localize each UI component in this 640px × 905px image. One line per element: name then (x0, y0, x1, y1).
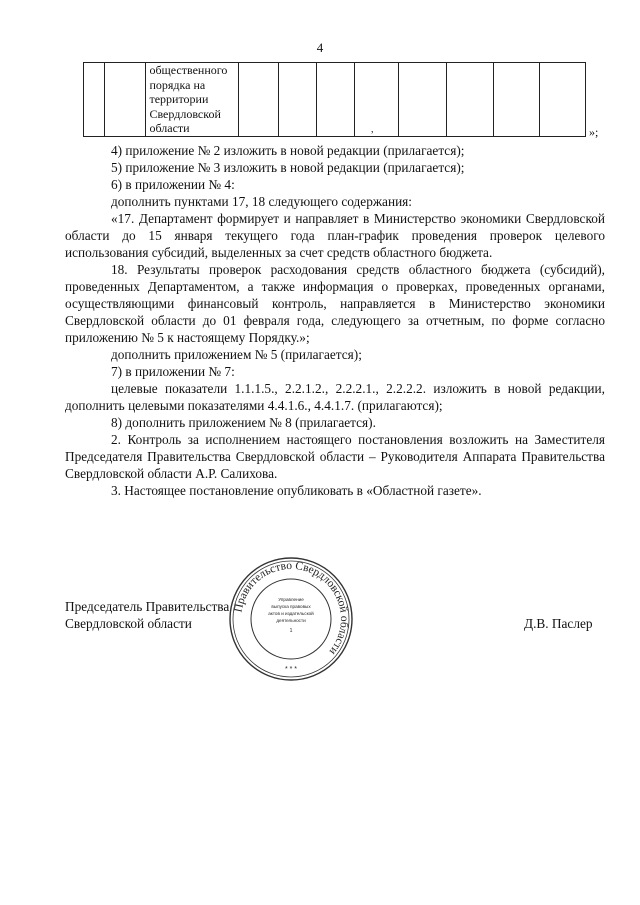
table-cell (317, 63, 355, 137)
stamp-ring-text: Правительство Свердловской области (232, 559, 351, 658)
table-cell (104, 63, 146, 137)
table-cell (446, 63, 494, 137)
stamp-inner-line: Управление (278, 597, 304, 602)
table-end-mark: »; (589, 125, 599, 139)
cell-line: порядка на (149, 77, 206, 92)
document-body (65, 142, 605, 499)
stamp-inner-line: 1 (289, 628, 293, 634)
table-cell (84, 63, 105, 137)
stamp-inner-line: деятельности (276, 618, 306, 623)
official-stamp (228, 556, 354, 682)
table-cell (239, 63, 279, 137)
paragraph: 2. Контроль за исполнением настоящего постановления возложить на Заместителя Председателя Правительства Свердловской области – Руководителя Аппарата Правительства Свердловской области А.Р. Салихова. (65, 432, 605, 481)
table-cell (494, 63, 540, 137)
cell-line: территории (149, 92, 209, 106)
table-cell (399, 63, 447, 137)
cell-line: области (149, 121, 190, 135)
signatory-position-line: Председатель Правительства (65, 599, 230, 614)
paragraph: 4) приложение № 2 изложить в новой редакции (прилагается); (111, 143, 465, 158)
paragraph: 8) дополнить приложением № 8 (прилагается). (111, 415, 376, 430)
table-cell (355, 63, 399, 137)
table-cell (279, 63, 317, 137)
table-fragment (83, 62, 586, 137)
stamp-stars: * * * (284, 666, 298, 673)
table-cell-text (146, 63, 239, 137)
paragraph: дополнить приложением № 5 (прилагается); (111, 347, 362, 362)
paragraph: целевые показатели 1.1.1.5., 2.2.1.2., 2.2.2.1., 2.2.2.2. изложить в новой редакции, дополнить целевыми показателями 4.4.1.6., 4.4.1.7. (прилагаются); (65, 381, 605, 413)
stray-mark: , (371, 124, 374, 135)
paragraph: 6) в приложении № 4: (111, 177, 235, 192)
signatory-name: Д.В. Паслер (524, 616, 593, 631)
stamp-inner-line: актов и издательской (268, 611, 314, 616)
paragraph: 5) приложение № 3 изложить в новой редакции (прилагается); (111, 160, 465, 175)
table-cell (540, 63, 586, 137)
page-number: 4 (316, 40, 324, 55)
cell-line: общественного (149, 63, 228, 77)
paragraph: 18. Результаты проверок расходования средств областного бюджета (субсидий), проведенных Департаментом, а также информация о проверках, проведенных органами, осуществляющими финансовый контроль, направляется в Министерство экономики Свердловской области до 01 февраля года, следующего за отчетным, по форме согласно приложению № 5 к настоящему Порядку.»; (65, 262, 605, 345)
paragraph: 3. Настоящее постановление опубликовать в «Областной газете». (111, 483, 482, 498)
signatory-position (65, 598, 229, 632)
stamp-inner-line: выпуска правовых (271, 604, 311, 609)
signatory-position-line: Свердловской области (65, 616, 192, 631)
paragraph: «17. Департамент формирует и направляет в Министерство экономики Свердловской области до 15 января текущего года план-график проведения проверок целевого использования субсидий, выделенных за счет средств областного бюджета. (65, 211, 605, 260)
cell-line: Свердловской (149, 106, 221, 121)
paragraph: дополнить пунктами 17, 18 следующего содержания: (111, 194, 412, 209)
paragraph: 7) в приложении № 7: (111, 364, 235, 379)
